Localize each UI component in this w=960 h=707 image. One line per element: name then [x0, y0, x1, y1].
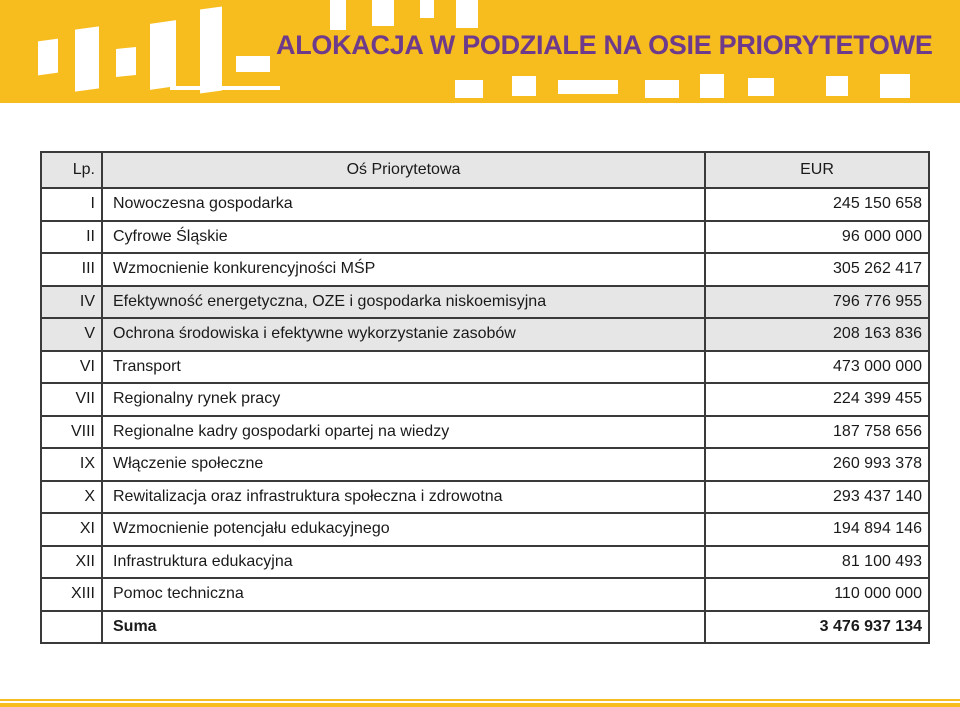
- table-row: [42, 417, 930, 450]
- row-amount: 96 000 000: [706, 222, 930, 255]
- banner-decoration: [116, 47, 136, 77]
- sum-row-empty-cell: [42, 612, 103, 645]
- row-axis-name: Wzmocnienie potencjału edukacyjnego: [103, 514, 706, 547]
- row-amount: 473 000 000: [706, 352, 930, 385]
- table-row: [42, 254, 930, 287]
- table-row: [42, 319, 930, 352]
- row-axis-name: Pomoc techniczna: [103, 579, 706, 612]
- banner-decoration: [748, 78, 774, 96]
- column-header-axis: Oś Priorytetowa: [103, 153, 706, 189]
- row-number: VIII: [42, 417, 103, 450]
- row-amount: 224 399 455: [706, 384, 930, 417]
- row-amount: 81 100 493: [706, 547, 930, 580]
- sum-label: Suma: [103, 612, 706, 645]
- row-number: V: [42, 319, 103, 352]
- row-number: VI: [42, 352, 103, 385]
- banner-decoration: [330, 0, 346, 30]
- banner-decoration: [75, 26, 99, 91]
- sum-amount: 3 476 937 134: [706, 612, 930, 645]
- table-row: [42, 384, 930, 417]
- row-number: X: [42, 482, 103, 515]
- row-axis-name: Włączenie społeczne: [103, 449, 706, 482]
- row-axis-name: Wzmocnienie konkurencyjności MŚP: [103, 254, 706, 287]
- row-number: II: [42, 222, 103, 255]
- table-header-row: [42, 153, 930, 189]
- row-amount: 293 437 140: [706, 482, 930, 515]
- banner-decoration: [512, 76, 536, 96]
- row-amount: 305 262 417: [706, 254, 930, 287]
- row-axis-name: Nowoczesna gospodarka: [103, 189, 706, 222]
- row-axis-name: Infrastruktura edukacyjna: [103, 547, 706, 580]
- row-number: IV: [42, 287, 103, 320]
- page-title: ALOKACJA W PODZIALE NA OSIE PRIORYTETOWE: [276, 30, 933, 60]
- banner-decoration: [826, 76, 848, 96]
- banner-decoration: [420, 0, 434, 18]
- banner-decoration: [200, 6, 222, 93]
- banner-decoration: [170, 86, 280, 90]
- row-amount: 245 150 658: [706, 189, 930, 222]
- row-number: IX: [42, 449, 103, 482]
- allocation-table-container: [40, 151, 930, 644]
- footer-stripe-line: [0, 701, 960, 703]
- table-row: [42, 482, 930, 515]
- row-amount: 208 163 836: [706, 319, 930, 352]
- banner-decoration: [455, 80, 483, 98]
- table-row: [42, 514, 930, 547]
- footer-stripe: [0, 699, 960, 707]
- table-row: [42, 449, 930, 482]
- table-row: [42, 189, 930, 222]
- row-axis-name: Transport: [103, 352, 706, 385]
- banner-decoration: [38, 39, 58, 76]
- banner-decoration: [236, 56, 270, 72]
- row-number: XII: [42, 547, 103, 580]
- row-axis-name: Ochrona środowiska i efektywne wykorzystanie zasobów: [103, 319, 706, 352]
- row-amount: 194 894 146: [706, 514, 930, 547]
- banner-decoration: [645, 80, 679, 98]
- row-axis-name: Cyfrowe Śląskie: [103, 222, 706, 255]
- row-number: I: [42, 189, 103, 222]
- row-number: XIII: [42, 579, 103, 612]
- table-row: [42, 287, 930, 320]
- row-number: XI: [42, 514, 103, 547]
- column-header-lp: Lp.: [42, 153, 103, 189]
- row-amount: 796 776 955: [706, 287, 930, 320]
- column-header-eur: EUR: [706, 153, 930, 189]
- row-axis-name: Rewitalizacja oraz infrastruktura społeczna i zdrowotna: [103, 482, 706, 515]
- row-amount: 187 758 656: [706, 417, 930, 450]
- row-number: VII: [42, 384, 103, 417]
- banner-decoration: [372, 0, 394, 26]
- banner-decoration: [558, 80, 618, 94]
- row-axis-name: Efektywność energetyczna, OZE i gospodarka niskoemisyjna: [103, 287, 706, 320]
- row-axis-name: Regionalny rynek pracy: [103, 384, 706, 417]
- table-row: [42, 579, 930, 612]
- row-number: III: [42, 254, 103, 287]
- row-amount: 260 993 378: [706, 449, 930, 482]
- banner-decoration: [700, 74, 724, 98]
- table-row: [42, 547, 930, 580]
- header-banner: [0, 0, 960, 103]
- row-axis-name: Regionalne kadry gospodarki opartej na wiedzy: [103, 417, 706, 450]
- table-row: [42, 352, 930, 385]
- banner-decoration: [456, 0, 478, 28]
- table-sum-row: [42, 612, 930, 645]
- banner-decoration: [150, 20, 176, 90]
- table-row: [42, 222, 930, 255]
- banner-decoration: [880, 74, 910, 98]
- allocation-table: [40, 151, 930, 644]
- row-amount: 110 000 000: [706, 579, 930, 612]
